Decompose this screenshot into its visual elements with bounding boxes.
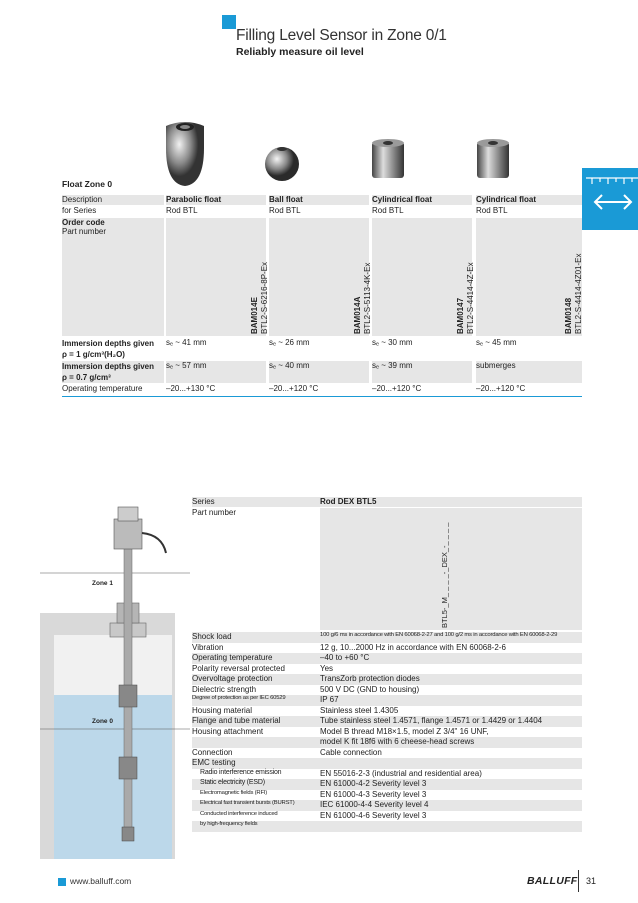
ball-float-image [264, 144, 300, 182]
description-cell: Ball float [269, 195, 369, 205]
balluff-logo: BALLUFF [527, 875, 578, 887]
spec-row-part-number [192, 508, 582, 630]
part-number-cell [476, 218, 582, 336]
spec-label: by high-frequency fields [200, 821, 258, 827]
spec-row [192, 790, 582, 801]
spec-row [192, 643, 582, 654]
series-cell: Rod BTL [269, 206, 301, 215]
spec-label: Housing attachment [192, 726, 264, 736]
spec-value: Rod DEX BTL5 [320, 497, 377, 506]
order-code-label-cell [62, 218, 164, 336]
spec-label: Part number [192, 508, 237, 517]
spec-label: Electrical fast transient bursts (BURST) [200, 800, 295, 806]
spec-label: Housing material [192, 705, 253, 715]
spec-label: EMC testing [192, 758, 236, 767]
page-number: 31 [586, 876, 597, 886]
spec-label: Flange and tube material [192, 716, 281, 725]
immersion-label-b: ρ = 0.7 g/cm³ [62, 373, 111, 382]
spec-value: IP 67 [320, 695, 339, 704]
float-row-part-number [62, 218, 582, 336]
float-row-temperature [62, 384, 582, 395]
part-number-cell [269, 218, 372, 336]
spec-label: Connection [192, 747, 233, 757]
series-cell: Rod BTL [476, 206, 508, 215]
spec-value: Cable connection [320, 747, 382, 757]
series-cell: Rod BTL [166, 206, 198, 215]
zone0-label: Zone 0 [92, 718, 113, 725]
spec-row [192, 632, 582, 643]
float-table-title: Float Zone 0 [62, 179, 113, 189]
spec-row [192, 653, 582, 664]
spec-label: Dielectric strength [192, 684, 257, 694]
part-number-cell [166, 218, 269, 336]
footer-divider [578, 870, 579, 892]
spec-label: Overvoltage protection [192, 674, 273, 683]
zone1-label: Zone 1 [92, 580, 113, 587]
page-title: Filling Level Sensor in Zone 0/1 [236, 27, 447, 44]
spec-label: Degree of protection as per IEC 60529 [192, 695, 286, 701]
part-number-cell [372, 218, 475, 336]
spec-value: 12 g, 10...2000 Hz in accordance with EN 60068-2-6 [320, 642, 506, 652]
immersion-cell: sₑ ~ 57 mm [166, 361, 266, 383]
spec-row [192, 748, 582, 759]
spec-label: Polarity reversal protected [192, 663, 285, 673]
temperature-cell: –20...+130 °C [166, 384, 216, 393]
spec-label: Conducted interference induced [200, 810, 278, 817]
spec-value: Stainless steel 1.4305 [320, 705, 399, 715]
part-number: BTL2-S-4414-4Z01-Ex [574, 253, 583, 334]
order-code: BAM014E [250, 297, 259, 334]
immersion-cell: submerges [476, 361, 582, 383]
spec-value: EN 61000-4-6 Severity level 3 [320, 810, 427, 820]
float-row-description [62, 195, 582, 205]
spec-row [192, 664, 582, 675]
spec-row [192, 685, 582, 696]
spec-label: Radio interference emission [200, 768, 282, 776]
spec-part-number-cell [320, 508, 582, 630]
spec-value: Model B thread M18×1.5, model Z 3/4" 16 UNF, [320, 726, 489, 736]
description-cell: Cylindrical float [476, 195, 582, 205]
spec-row [192, 811, 582, 822]
spec-label: Static electricity (ESD) [200, 779, 265, 786]
order-code: BAM0147 [456, 297, 465, 334]
spec-row [192, 716, 582, 727]
description-cell: Parabolic float [166, 195, 266, 205]
spec-row [192, 727, 582, 738]
immersion-label-a: Immersion depths given [62, 362, 155, 371]
row-label: Description [62, 195, 164, 205]
spec-row [192, 706, 582, 717]
order-code-label: Order code [62, 218, 105, 227]
part-number: BTL2-S-4414-4Z-Ex [466, 262, 475, 334]
spec-value: model K fit 18f6 with 6 cheese-head screws [320, 737, 475, 746]
spec-label: Electromagnetic fields (RFI) [200, 789, 268, 796]
spec-value: 100 g/6 ms in accordance with EN 60068-2-27 and 100 g/2 ms in accordance with EN 60068-2-29 [320, 632, 558, 638]
spec-row [192, 737, 582, 748]
spec-label: Series [192, 497, 215, 506]
footer-url[interactable]: www.balluff.com [70, 876, 132, 886]
spec-row [192, 769, 582, 780]
cylindrical-float-image-2 [474, 136, 512, 182]
immersion-cell: sₑ ~ 41 mm [166, 338, 207, 347]
spec-label: Shock load [192, 632, 232, 641]
cylindrical-float-image-1 [369, 136, 407, 182]
spec-label: Operating temperature [192, 653, 273, 662]
row-label: for Series [62, 206, 97, 215]
row-label: Operating temperature [62, 384, 143, 393]
immersion-cell: sₑ ~ 40 mm [269, 361, 369, 383]
linear-measure-icon [582, 168, 638, 230]
immersion-cell: sₑ ~ 26 mm [269, 338, 310, 347]
series-cell: Rod BTL [372, 206, 404, 215]
description-cell: Cylindrical float [372, 195, 472, 205]
header-accent-square [222, 15, 236, 29]
spec-value: EN 61000-4-2 Severity level 3 [320, 779, 427, 788]
spec-value: –40 to +60 °C [320, 653, 370, 662]
part-number: BTL2-S-6216-8P-Ex [260, 261, 269, 334]
spec-part-number: BTL5-_M_ _ _ _-_DEX_-_ _ _ _ [440, 522, 449, 628]
spec-row [192, 821, 582, 832]
temperature-cell: –20...+120 °C [476, 384, 526, 393]
spec-row [192, 758, 582, 769]
float-table-bottom-rule [62, 396, 582, 397]
immersion-cell: sₑ ~ 39 mm [372, 361, 472, 383]
spec-value: EN 61000-4-3 Severity level 3 [320, 789, 427, 799]
spec-row-series [192, 497, 582, 507]
spec-value: TransZorb protection diodes [320, 674, 420, 683]
temperature-cell: –20...+120 °C [269, 384, 319, 393]
float-row-series [62, 206, 582, 216]
part-number: BTL2-S-5113-4K-Ex [363, 262, 372, 334]
spec-value: Tube stainless steel 1.4571, flange 1.4571 or 1.4429 or 1.4404 [320, 716, 543, 725]
tank-diagram [40, 505, 190, 860]
page-subtitle: Reliably measure oil level [236, 46, 364, 58]
row-label [62, 338, 164, 360]
order-code: BAM0148 [564, 297, 573, 334]
order-code: BAM014A [353, 296, 362, 334]
spec-value: Yes [320, 663, 334, 673]
float-row-immersion-1 [62, 338, 582, 360]
spec-value: 500 V DC (GND to housing) [320, 684, 420, 694]
immersion-label-b: ρ = 1 g/cm³(H₂O) [62, 350, 125, 359]
spec-row [192, 800, 582, 811]
spec-row [192, 779, 582, 790]
part-number-label: Part number [62, 227, 107, 236]
spec-value: IEC 61000-4-4 Severity level 4 [320, 800, 429, 809]
row-label [62, 361, 164, 383]
parabolic-float-image [160, 118, 210, 188]
float-row-immersion-2 [62, 361, 582, 383]
spec-row [192, 674, 582, 685]
immersion-cell: sₑ ~ 30 mm [372, 338, 413, 347]
immersion-cell: sₑ ~ 45 mm [476, 338, 517, 347]
spec-row [192, 695, 582, 706]
footer-accent-square [58, 878, 66, 886]
section-tab [582, 168, 638, 230]
spec-label: Vibration [192, 642, 224, 652]
spec-value: EN 55016-2-3 (industrial and residential area) [320, 768, 482, 778]
immersion-label-a: Immersion depths given [62, 339, 155, 348]
temperature-cell: –20...+120 °C [372, 384, 422, 393]
